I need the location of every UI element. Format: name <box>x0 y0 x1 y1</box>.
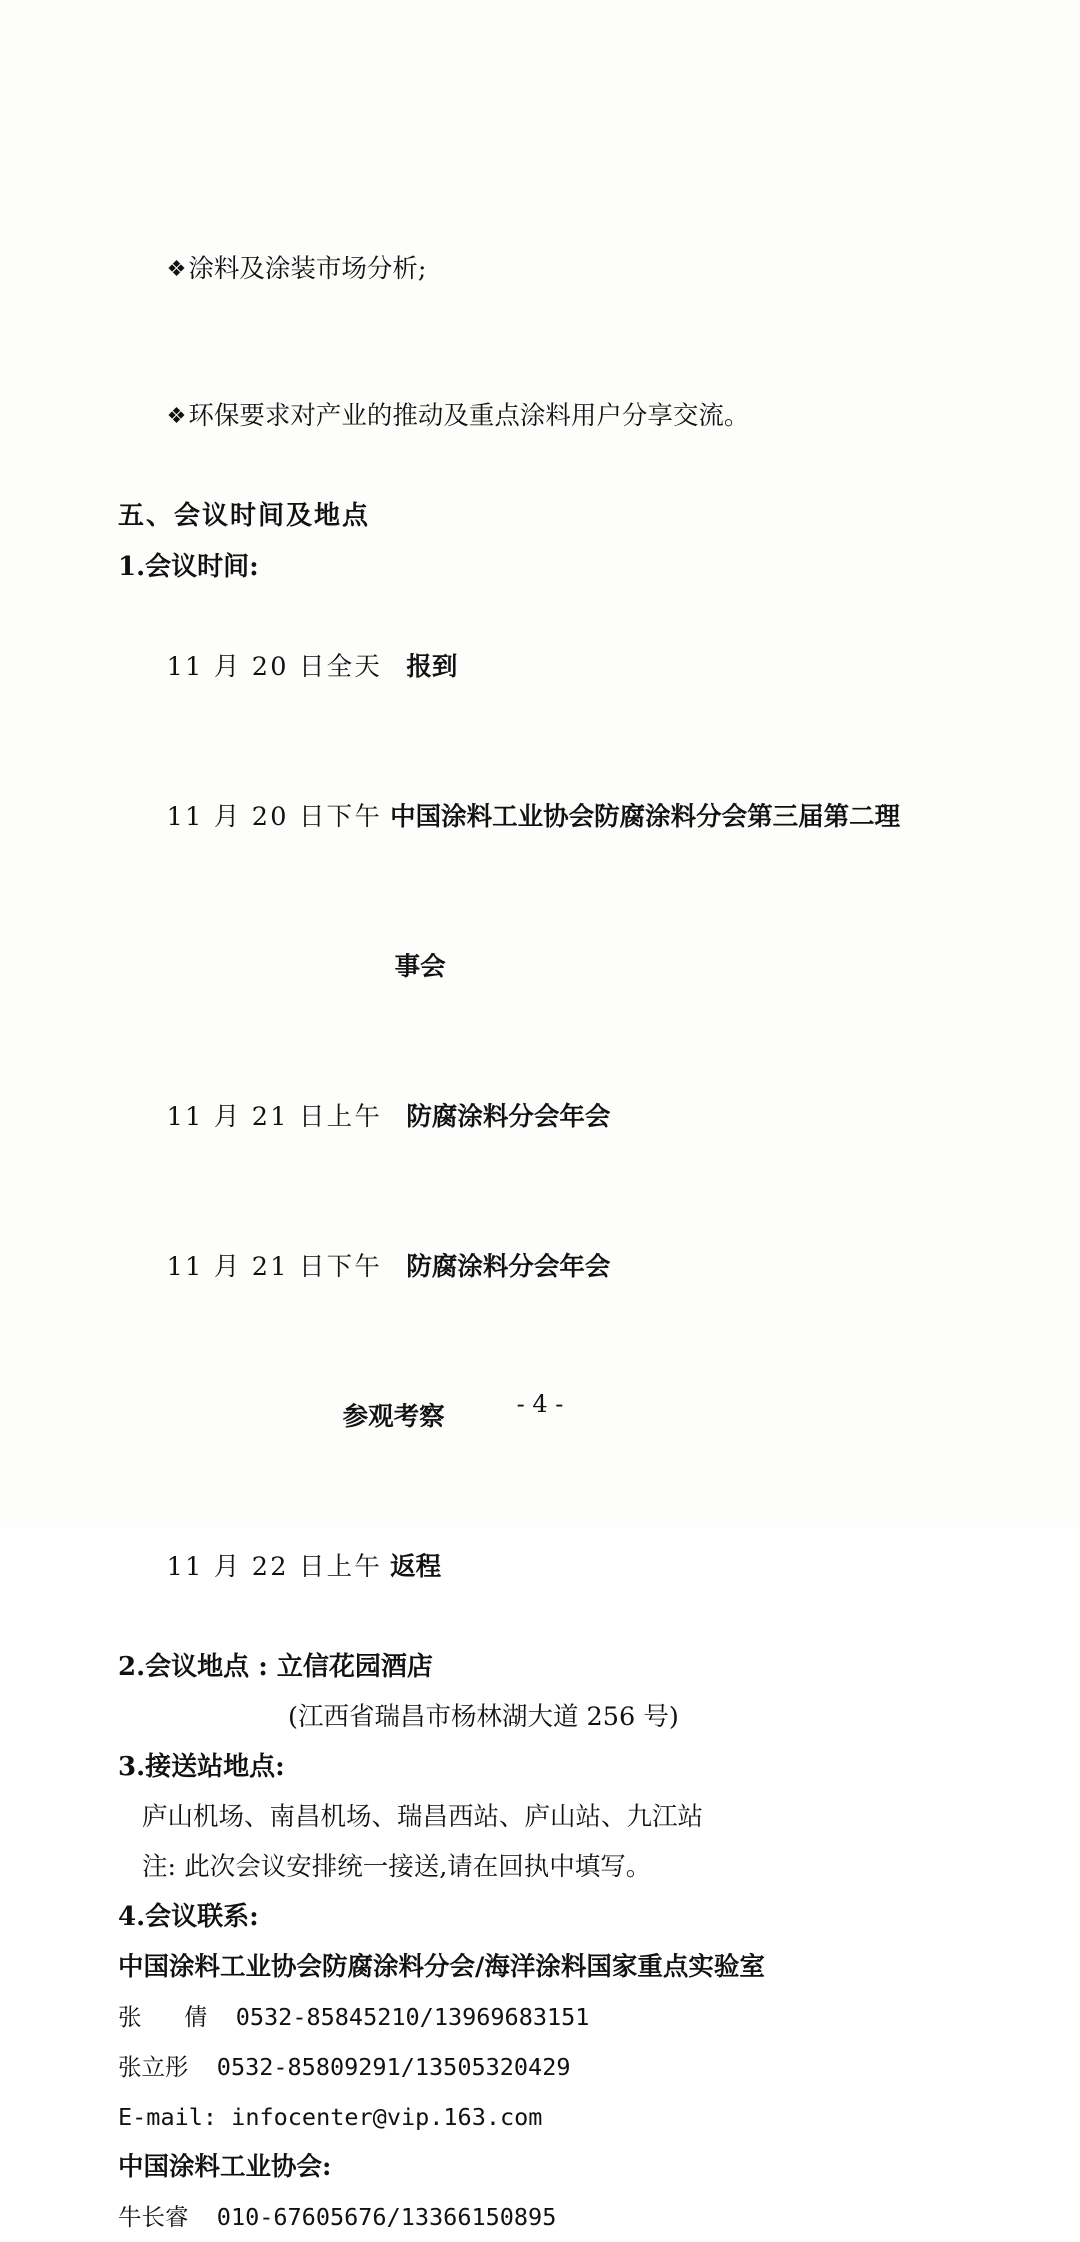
schedule-continuation <box>118 892 968 1042</box>
schedule-activity: 防腐涂料分会年会 <box>406 1102 611 1132</box>
schedule-activity: 防腐涂料分会年会 <box>406 1252 611 1282</box>
schedule-row <box>118 592 968 742</box>
schedule-date: 11 月 20 日全天 <box>166 652 383 682</box>
bullet-item <box>118 196 968 343</box>
schedule-row <box>118 742 968 892</box>
schedule-activity-spacer <box>382 652 406 682</box>
schedule-activity-spacer <box>382 1102 406 1132</box>
shuttle-stations: 庐山机场、南昌机场、瑞昌西站、庐山站、九江站 <box>142 1802 704 1832</box>
contact-org-branch: 中国涂料工业协会防腐涂料分会/海洋涂料国家重点实验室 <box>118 1952 765 1982</box>
subsection-title-venue: 2.会议地点 : 立信花园酒店 <box>118 1652 433 1682</box>
subsection-title-shuttle: 3.接送站地点: <box>118 1752 285 1782</box>
schedule-activity-cont: 参观考察 <box>342 1402 445 1432</box>
contact-org-main: 中国涂料工业协会: <box>118 2152 332 2182</box>
schedule-row <box>118 1192 968 1342</box>
contact-email[interactable]: E-mail: infocenter@vip.163.com <box>118 2103 543 2131</box>
schedule-activity-spacer <box>382 802 390 832</box>
bullet-item <box>118 343 968 490</box>
schedule-activity: 中国涂料工业协会防腐涂料分会第三届第二理 <box>390 802 901 832</box>
schedule-activity: 返程 <box>390 1552 442 1582</box>
schedule-activity-cont: 事会 <box>394 952 446 982</box>
schedule-activity: 报到 <box>406 652 458 682</box>
venue-address: (江西省瑞昌市杨林湖大道 256 号) <box>288 1702 679 1732</box>
subsection-title-meeting-time: 1.会议时间: <box>118 552 259 582</box>
page-number: - 4 - <box>516 1390 564 1418</box>
document-body <box>118 196 968 2242</box>
contact-person-2: 张立彤 0532-85809291/13505320429 <box>118 2053 571 2081</box>
schedule-activity-spacer <box>382 1252 406 1282</box>
schedule-row <box>118 1492 968 1642</box>
bullet-text: 环保要求对产业的推动及重点涂料用户分享交流。 <box>188 401 750 431</box>
clover-bullet-icon: ❖ <box>166 404 187 429</box>
clover-bullet-icon: ❖ <box>166 257 187 282</box>
schedule-date: 11 月 21 日下午 <box>166 1252 383 1282</box>
schedule-row <box>118 1042 968 1192</box>
schedule-date: 11 月 20 日下午 <box>166 802 383 832</box>
section-heading: 五、会议时间及地点 <box>118 501 371 531</box>
contact-person-1: 张 倩 0532-85845210/13969683151 <box>118 2003 590 2031</box>
bullet-text: 涂料及涂装市场分析; <box>188 254 427 284</box>
schedule-activity-spacer <box>382 1552 390 1582</box>
subsection-title-contacts: 4.会议联系: <box>118 1902 259 1932</box>
schedule-date: 11 月 22 日上午 <box>166 1552 383 1582</box>
schedule-date: 11 月 21 日上午 <box>166 1102 383 1132</box>
contact-person-3: 牛长睿 010-67605676/13366150895 <box>118 2203 557 2231</box>
shuttle-note: 注: 此次会议安排统一接送,请在回执中填写。 <box>142 1852 652 1882</box>
